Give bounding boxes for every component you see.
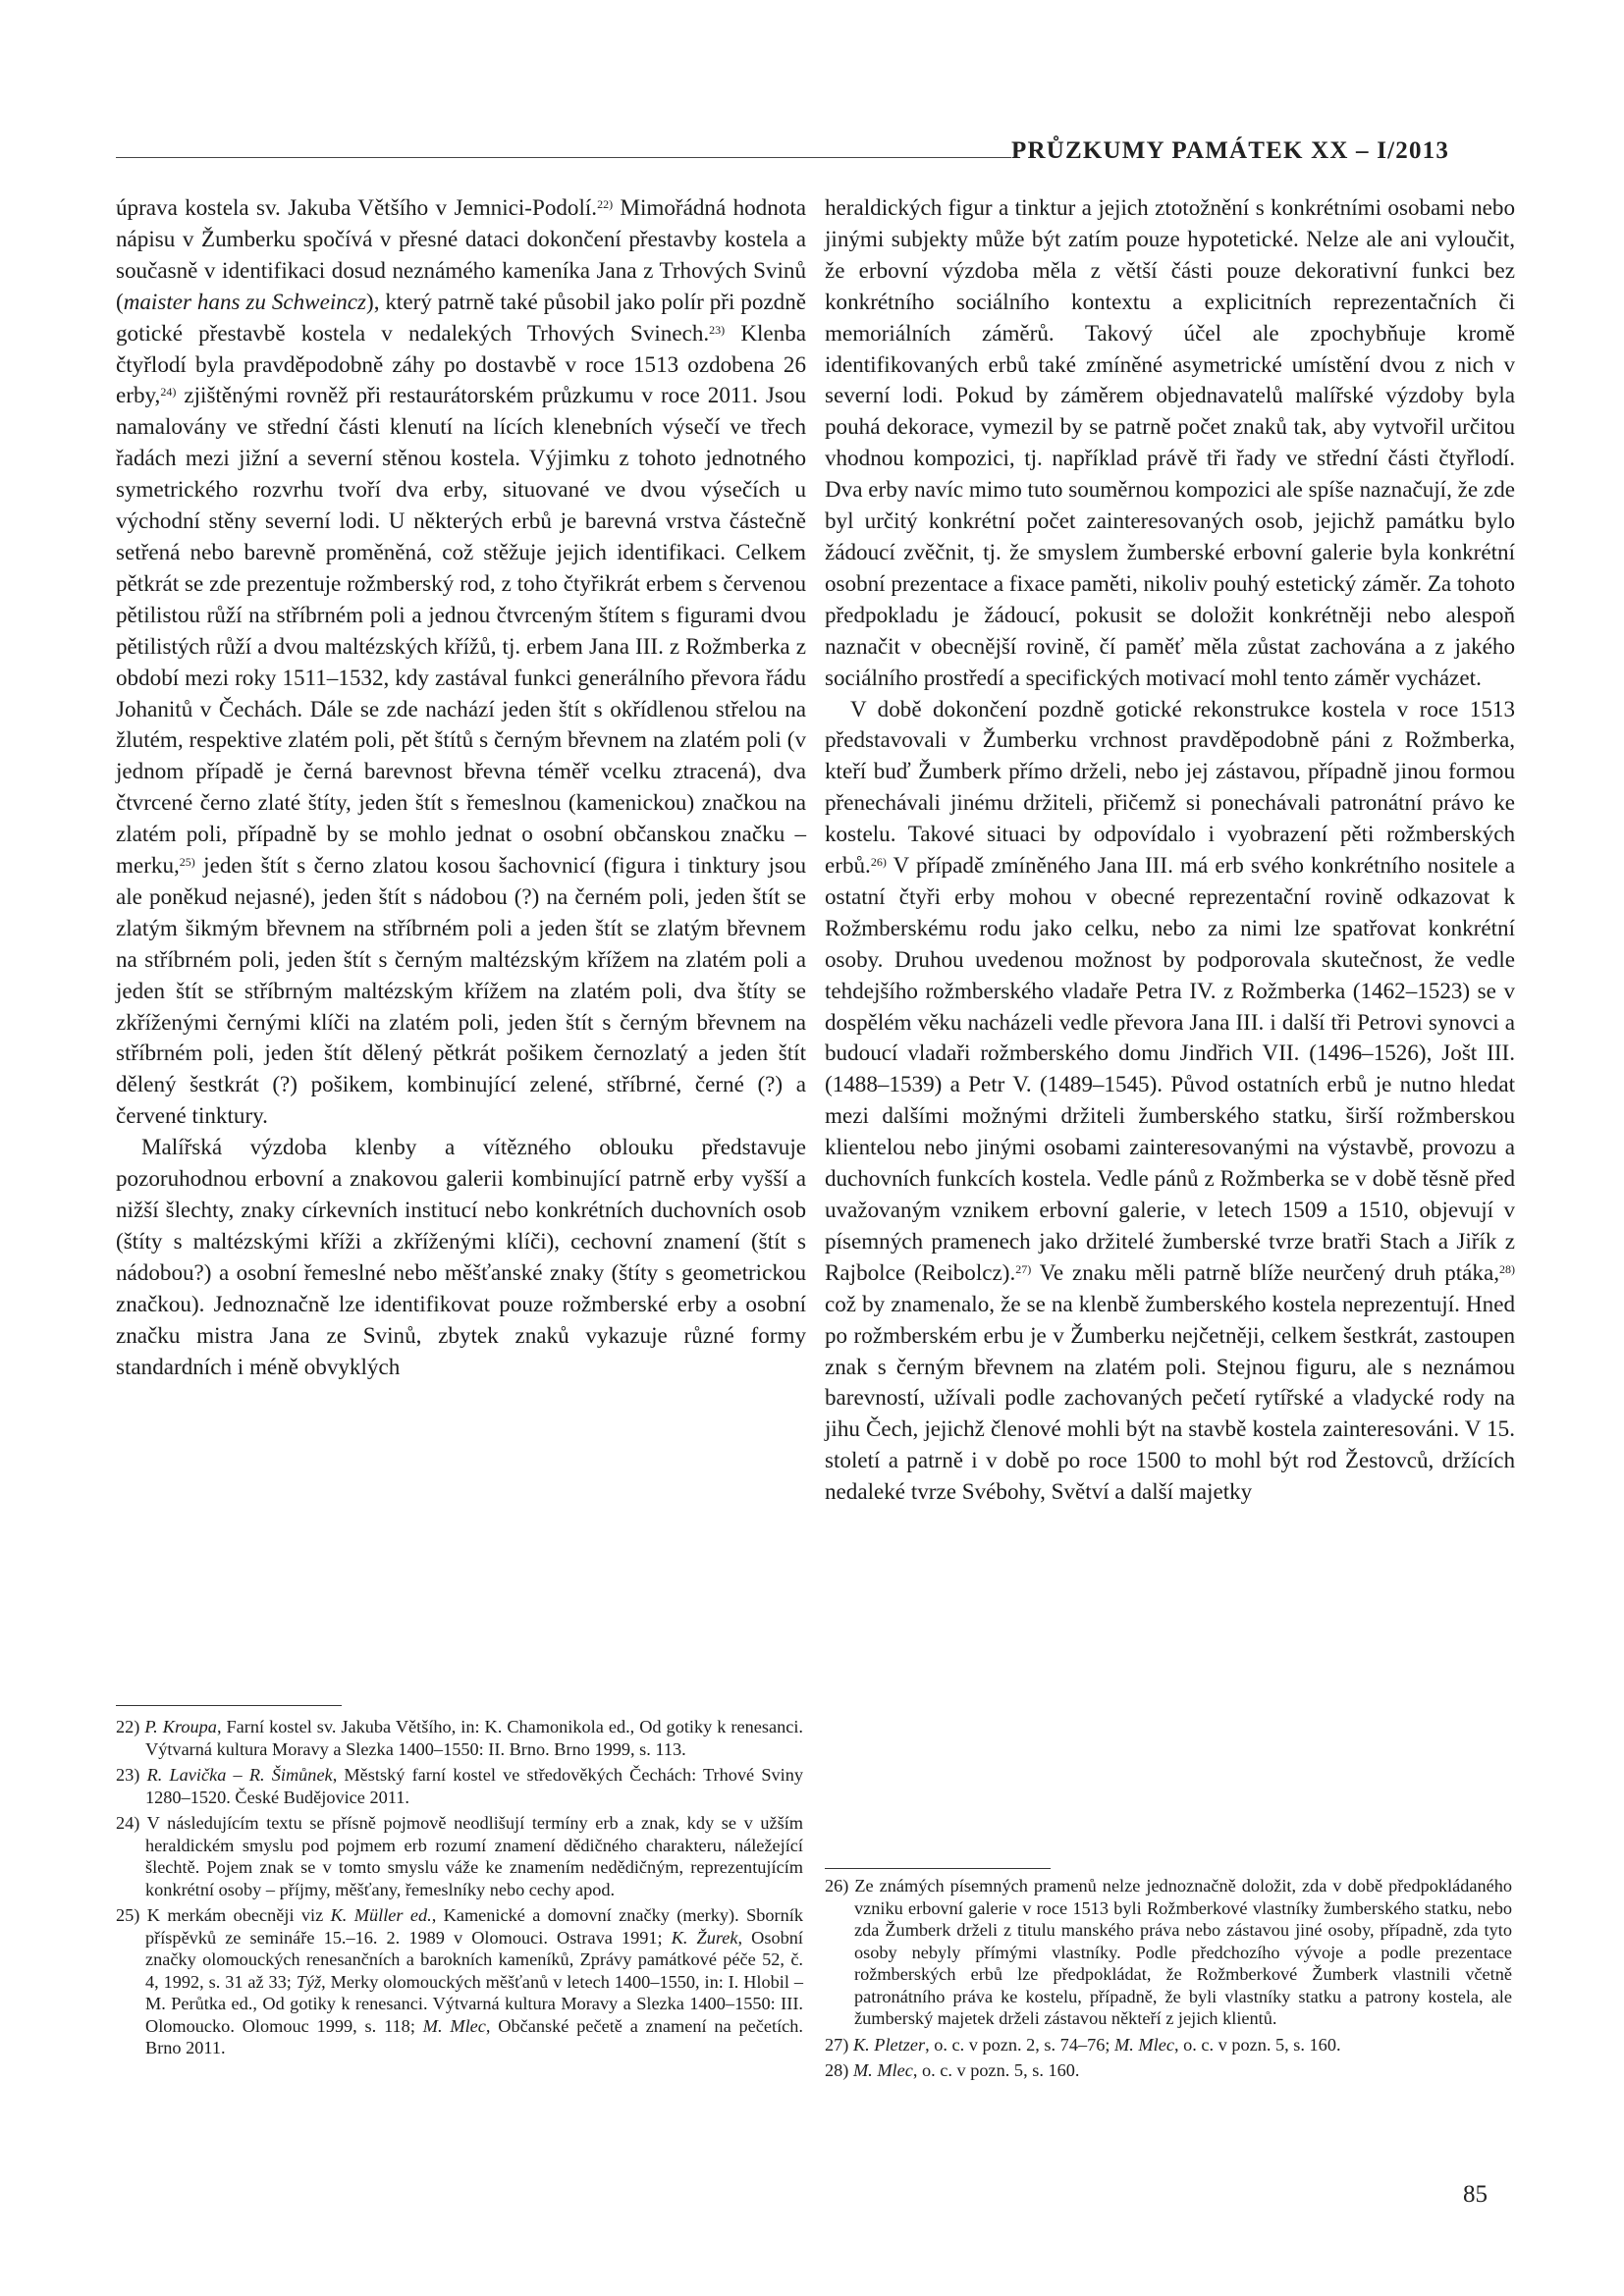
footnote-ref-28[interactable]: 28) bbox=[1499, 1261, 1515, 1276]
footnotes-right bbox=[825, 1875, 1512, 2086]
right-column bbox=[825, 192, 1515, 1508]
footnote-ref-26[interactable]: 26) bbox=[870, 855, 887, 870]
left-paragraph-2: Malířská výzdoba klenby a vítězného oblouku představuje pozoruhodnou erbovní a znakovou galerii kombinující patrně erby vyšší a nižší šlechty, znaky církevních institucí nebo konkrétních duchovních osob (štíty s maltézskými kříži a zkříženými klíči), cechovní znamení (štít s nádobou?) a osobní řemeslné nebo měšťanské znaky (štíty s geometrickou značkou). Jednoznačně lze identifikovat pouze rožmberské erby a osobní značku mistra Jana ze Svinů, zbytek znaků vykazuje různé formy standardních i méně obvyklých bbox=[116, 1134, 806, 1379]
right-paragraph-2: V době dokončení pozdně gotické rekonstrukce kostela v roce 1513 představovali v Žumberku vrchnost pravděpodobně páni z Rožmberka, kteří buď Žumberk přímo drželi, nebo jej zástavou, případně jinou formou přenechávali jinému držiteli, přičemž si ponechávali patronátní právo ke kostelu. Takové situaci by odpovídalo i vyobrazení pěti rožmberských erbů.$^{26)}$ V případě zmíněného Jana III. má erb svého konkrétního nositele a ostatní čtyři erby mohou v obecné reprezentační rovině odkazovat k Rožmberskému rodu jako celku, nebo za nimi lze spatřovat konkrétní osoby. Druhou uvedenou možnost by podporovala skutečnost, že vedle tehdejšího rožmberského vladaře Petra IV. z Rožmberka (1462–1523) se v dospělém věku nacházeli vedle převora Jana III. i další tři Petrovi synovci a budoucí vladaři rožmberského domu Jindřich VII. (1496–1526), Jošt III. (1488–1539) a Petr V. (1489–1545). Původ ostatních erbů je nutno hledat mezi dalšími možnými držiteli žumberského statku, širší rožmberskou klientelou nebo jinými osobami zainteresovanými na výstavbě, provozu a duchovních funkcích kostela. Vedle pánů z Rožmberka se v době těsně před uvažovaným vznikem erbovní galerie, v letech 1509 a 1510, objevují v písemných pramenech jako držitelé žumberské tvrze bratři Stach a Jiřík z Rajbolce (Reibolcz).$^{27)}$ Ve znaku měli patrně blíže neurčený druh ptáka,$^{28)}$ což by znamenalo, že se na klenbě žumberského kostela neprezentují. Hned po rožmberském erbu je v Žumberku nejčetněji, celkem šestkrát, zastoupen znak s černým břevnem na zlatém poli. Stejnou figuru, ale s neznámou barevností, užívali podle zachovaných pečetí rytířské a vladycké rody na jihu Čech, jejichž členové mohli být na stavbě kostela zainteresováni. V 15. století a patrně i v době po roce 1500 to mohl být rod Žestovců, držících nedaleké tvrze Svébohy, Světví a další majetky bbox=[825, 695, 1515, 1505]
footnote-25: 25) K merkám obecněji viz K. Müller ed., Kamenické a domovní značky (merky). Sborník příspěvků ze semináře 15.–16. 2. 1989 v Olomouci. Ostrava 1991; K. Žurek, Osobní značky olomouckých renesančních a barokních kameníků, Zprávy památkové péče 52, č. 4, 1992, s. 31 až 33; Týž, Merky olomouckých měšťanů v letech 1400–1550, in: I. Hlobil – M. Perůtka ed., Od gotiky k renesanci. Výtvarná kultura Moravy a Slezka 1400–1550: III. Olomoucko. Olomouc 1999, s. 118; M. Mlec, Občanské pečetě a znamení na pečetích. Brno 2011. bbox=[116, 1905, 803, 2057]
footnote-rule-left bbox=[116, 1705, 342, 1706]
footnote-23: 23) R. Lavička – R. Šimůnek, Městský farní kostel ve středověkých Čechách: Trhové Sviny 1280–1520. České Budějovice 2011. bbox=[116, 1765, 804, 1807]
header-rule bbox=[116, 157, 1011, 158]
left-column bbox=[116, 192, 806, 1382]
footnote-28: 28) M. Mlec, o. c. v pozn. 5, s. 160. bbox=[825, 2060, 1080, 2080]
footnote-ref-23[interactable]: 23) bbox=[709, 322, 726, 337]
footnote-27: 27) K. Pletzer, o. c. v pozn. 2, s. 74–76; M. Mlec, o. c. v pozn. 5, s. 160. bbox=[825, 2034, 1341, 2055]
footnote-ref-25[interactable]: 25) bbox=[179, 855, 195, 870]
footnote-22: 22) P. Kroupa, Farní kostel sv. Jakuba Většího, in: K. Chamonikola ed., Od gotiky k renesanci. Výtvarná kultura Moravy a Slezka 1400–1550: II. Brno. Brno 1999, s. 113. bbox=[116, 1717, 803, 1759]
footnote-ref-22[interactable]: 22) bbox=[597, 197, 614, 211]
page-number: 85 bbox=[1463, 2181, 1488, 2208]
footnote-ref-27[interactable]: 27) bbox=[1015, 1261, 1032, 1276]
footnote-ref-24[interactable]: 24) bbox=[160, 385, 177, 400]
footnote-26: 26) Ze známých písemných pramenů nelze jednoznačně doložit, zda v době předpokládaného vzniku erbovní galerie v roce 1513 byli Rožmberkové vlastníky žumberského statku, nebo zda Žumberk drželi z titulu manského práva nebo zástavou jiné osoby, případně, zda tyto osoby nebyly přímými vlastníky. Podle předchozího vývoje a podle prezentace rožmberských erbů lze předpokládat, že Rožmberkové Žumberk vlastnili včetně patronátního práva ke kostelu, případně, že byli vlastníky statku a patrony kostela, ale žumberský majetek drželi zástavou někteří z jejich klientů. bbox=[825, 1876, 1512, 2028]
footnotes-left bbox=[116, 1716, 803, 2063]
left-paragraph-1: úprava kostela sv. Jakuba Většího v Jemnici-Podolí.$^{22)}$ Mimořádná hodnota nápisu v Žumberku spočívá v přesné dataci dokončení přestavby kostela a současně v identifikaci dosud neznámého kameníka Jana z Trhových Svinů (maister hans zu Schweincz), který patrně také působil jako polír při pozdně gotické přestavbě kostela v nedalekých Trhových Svinech.$^{23)}$ Klenba čtyřlodí byla pravděpodobně záhy po dostavbě v roce 1513 ozdobena 26 erby,$^{24)}$ zjištěnými rovněž při restaurátorském průzkumu v roce 2011. Jsou namalovány ve střední části klenutí na lících klenebních výsečí ve třech řadách mezi jižní a severní stěnou kostela. Výjimku z tohoto jednotného symetrického rozvrhu tvoří dva erby, situované ve dvou výsečích u východní stěny severní lodi. U některých erbů je barevná vrstva částečně setřená nebo barevně proměněná, což stěžuje jejich identifikaci. Celkem pětkrát se zde prezentuje rožmberský rod, z toho čtyřikrát erbem s červenou pětilistou růží na stříbrném poli a jednou čtvrceným štítem s figurami dvou pětilistých růží a dvou maltézských křížů, tj. erbem Jana III. z Rožmberka z období mezi roky 1511–1532, kdy zastával funkci generálního převora řádu Johanitů v Čechách. Dále se zde nachází jeden štít s okřídlenou střelou na žlutém, respektive zlatém poli, pět štítů s černým břevnem na zlatém poli (v jednom případě je černá barevnost břevna téměř vcelku ztracená), dva čtvrcené černo zlaté štíty, jeden štít s řemeslnou (kamenickou) značkou na zlatém poli, případně by se mohlo jednat o osobní občanskou značku – merku,$^{25)}$ jeden štít s černo zlatou kosou šachovnicí (figura i tinktury jsou ale poněkud nejasné), jeden štít s nádobou (?) na černém poli, jeden štít se zlatým šikmým břevnem na stříbrném poli a jeden štít se zlatým břevnem na stříbrném poli, jeden štít s černým maltézským křížem na zlatém poli a jeden štít se stříbrným maltézským křížem na zlatém poli, dva štíty se zkříženými černými klíči na zlatém poli, jeden štít s černým břevnem na stříbrném poli, jeden štít dělený pětkrát pošikem černozlatý a jeden štít dělený šestkrát (?) pošikem, kombinující zelené, stříbrné, černé (?) a červené tinktury. bbox=[116, 194, 807, 1129]
right-paragraph-1: heraldických figur a tinktur a jejich ztotožnění s konkrétními osobami nebo jinými subjekty může být zatím pouze hypotetické. Nelze ale ani vyloučit, že erbovní výzdoba měla z větší části pouze dekorativní funkci bez konkrétního sociálního kontextu a explicitních reprezentačních či memoriálních záměrů. Takový účel ale zpochybňuje kromě identifikovaných erbů také zmíněné asymetrické umístění dvou z nich v severní lodi. Pokud by záměrem objednavatelů malířské výzdoby byla pouhá dekorace, vymezil by se patrně počet znaků tak, aby vytvořil určitou vhodnou kompozici, tj. například právě tři řady ve střední části čtyřlodí. Dva erby navíc mimo tuto souměrnou kompozici ale spíše naznačují, že zde byl určitý konkrétní počet zainteresovaných osob, jejichž památku bylo žádoucí zvěčnit, tj. že smyslem žumberské erbovní galerie byla konkrétní osobní prezentace a fixace paměti, nikoliv pouhý estetický záměr. Za tohoto předpokladu je žádoucí, pokusit se doložit konkrétněji nebo alespoň naznačit v obecnější rovině, čí paměť měla zůstat zachována a z jakého sociálního prostředí a specifických motivací mohl tento záměr vycházet. bbox=[825, 194, 1515, 690]
footnote-rule-right bbox=[825, 1868, 1051, 1869]
journal-header: PRŮZKUMY PAMÁTEK XX – I/2013 bbox=[1011, 137, 1450, 164]
footnote-24: 24) V následujícím textu se přísně pojmově neodlišují termíny erb a znak, kdy se v užším heraldickém smyslu pod pojmem erb rozumí znamení dědičného charakteru, náležející šlechtě. Pojem znak se v tomto smyslu váže ke znamením nedědičným, reprezentujícím konkrétní osoby – příjmy, měšťany, řemeslníky nebo cechy apod. bbox=[116, 1813, 803, 1899]
